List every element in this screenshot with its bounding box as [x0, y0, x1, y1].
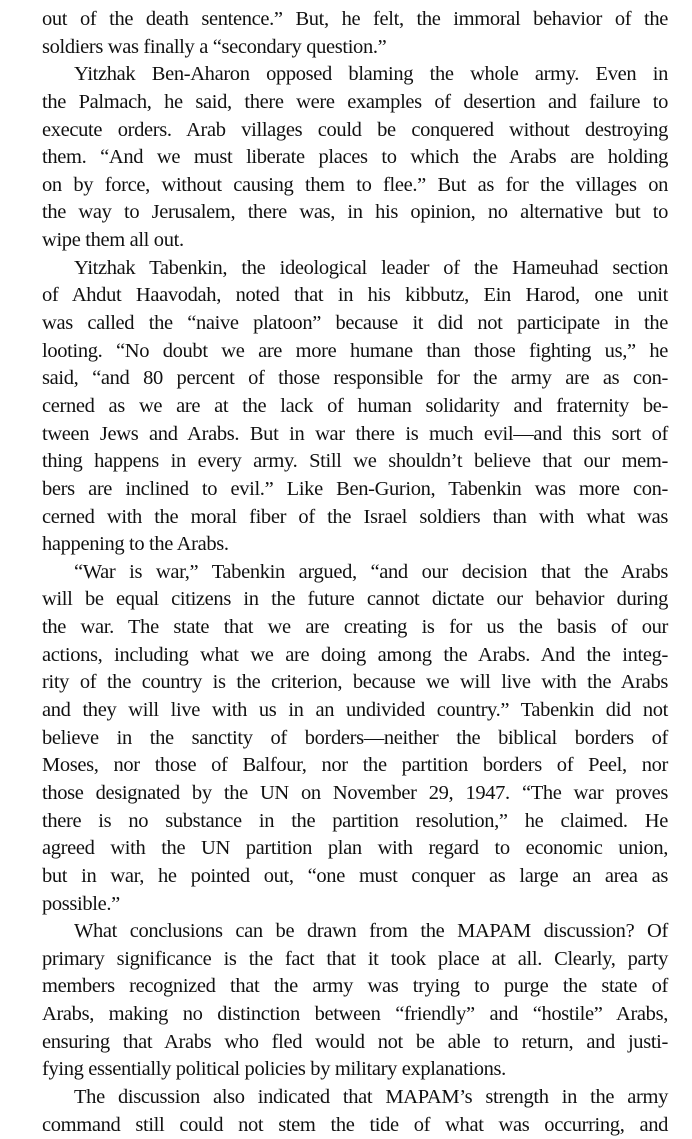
text-line: agreed with the UN partition plan with regard to economic union,: [42, 837, 668, 860]
text-line: members recognized that the army was trying to purge the state of: [42, 975, 668, 998]
text-line: bers are inclined to evil.” Like Ben-Gurion, Tabenkin was more con-: [42, 477, 668, 500]
text-line: looting. “No doubt we are more humane than those fighting us,” he: [42, 339, 668, 362]
text-line: The discussion also indicated that MAPAM’s strength in the army: [74, 1085, 668, 1108]
text-line: “War is war,” Tabenkin argued, “and our decision that the Arabs: [74, 560, 668, 583]
book-page: [42, 6, 668, 1139]
text-line: Arabs, making no distinction between “friendly” and “hostile” Arabs,: [42, 1003, 668, 1026]
text-line: primary significance is the fact that it took place at all. Clearly, party: [42, 947, 668, 970]
paragraph: [42, 1084, 668, 1139]
text-line: said, “and 80 percent of those responsible for the army are as con-: [42, 367, 668, 390]
text-line: those designated by the UN on November 29, 1947. “The war proves: [42, 781, 668, 804]
paragraph: [42, 6, 668, 61]
text-line: Yitzhak Ben-Aharon opposed blaming the whole army. Even in: [74, 63, 668, 86]
text-line: was called the “naive platoon” because it did not participate in the: [42, 312, 668, 335]
text-line: cerned as we are at the lack of human solidarity and fraternity be-: [42, 394, 668, 417]
text-line: rity of the country is the criterion, because we will live with the Arabs: [42, 671, 668, 694]
text-line: fying essentially political policies by military explanations.: [42, 1058, 506, 1081]
text-line: cerned with the moral fiber of the Israel soldiers than with what was: [42, 505, 668, 528]
text-line: tween Jews and Arabs. But in war there is much evil—and this sort of: [42, 422, 668, 445]
text-line: on by force, without causing them to flee.” But as for the villages on: [42, 173, 668, 196]
paragraph: [42, 559, 668, 918]
text-line: ensuring that Arabs who fled would not be able to return, and justi-: [42, 1030, 668, 1053]
text-line: actions, including what we are doing among the Arabs. And the integ-: [42, 643, 668, 666]
text-line: the war. The state that we are creating is for us the basis of our: [42, 616, 668, 639]
text-line: What conclusions can be drawn from the MAPAM discussion? Of: [74, 920, 668, 943]
text-line: there is no substance in the partition resolution,” he claimed. He: [42, 809, 668, 832]
text-line: wipe them all out.: [42, 229, 184, 252]
text-line: soldiers was finally a “secondary question.”: [42, 35, 387, 58]
text-line: of Ahdut Haavodah, noted that in his kibbutz, Ein Harod, one unit: [42, 284, 668, 307]
text-line: the Palmach, he said, there were examples of desertion and failure to: [42, 90, 668, 113]
text-line: possible.”: [42, 892, 120, 915]
paragraph: [42, 61, 668, 254]
text-line: and they will live with us in an undivided country.” Tabenkin did not: [42, 699, 668, 722]
paragraph: [42, 255, 668, 559]
text-line: but in war, he pointed out, “one must conquer as large an area as: [42, 864, 668, 887]
text-line: the way to Jerusalem, there was, in his opinion, no alternative but to: [42, 201, 668, 224]
text-line: them. “And we must liberate places to which the Arabs are holding: [42, 146, 668, 169]
text-line: Moses, nor those of Balfour, nor the partition borders of Peel, nor: [42, 754, 668, 777]
text-line: happening to the Arabs.: [42, 533, 229, 556]
text-line: execute orders. Arab villages could be conquered without destroying: [42, 118, 668, 141]
text-line: out of the death sentence.” But, he felt, the immoral behavior of the: [42, 8, 668, 30]
paragraph: [42, 918, 668, 1084]
text-line: thing happens in every army. Still we shouldn’t believe that our mem-: [42, 450, 668, 473]
text-line: Yitzhak Tabenkin, the ideological leader of the Hameuhad section: [74, 256, 668, 279]
text-line: command still could not stem the tide of what was occurring, and: [42, 1113, 668, 1136]
text-line: believe in the sanctity of borders—neither the biblical borders of: [42, 726, 668, 749]
text-line: will be equal citizens in the future cannot dictate our behavior during: [42, 588, 668, 611]
